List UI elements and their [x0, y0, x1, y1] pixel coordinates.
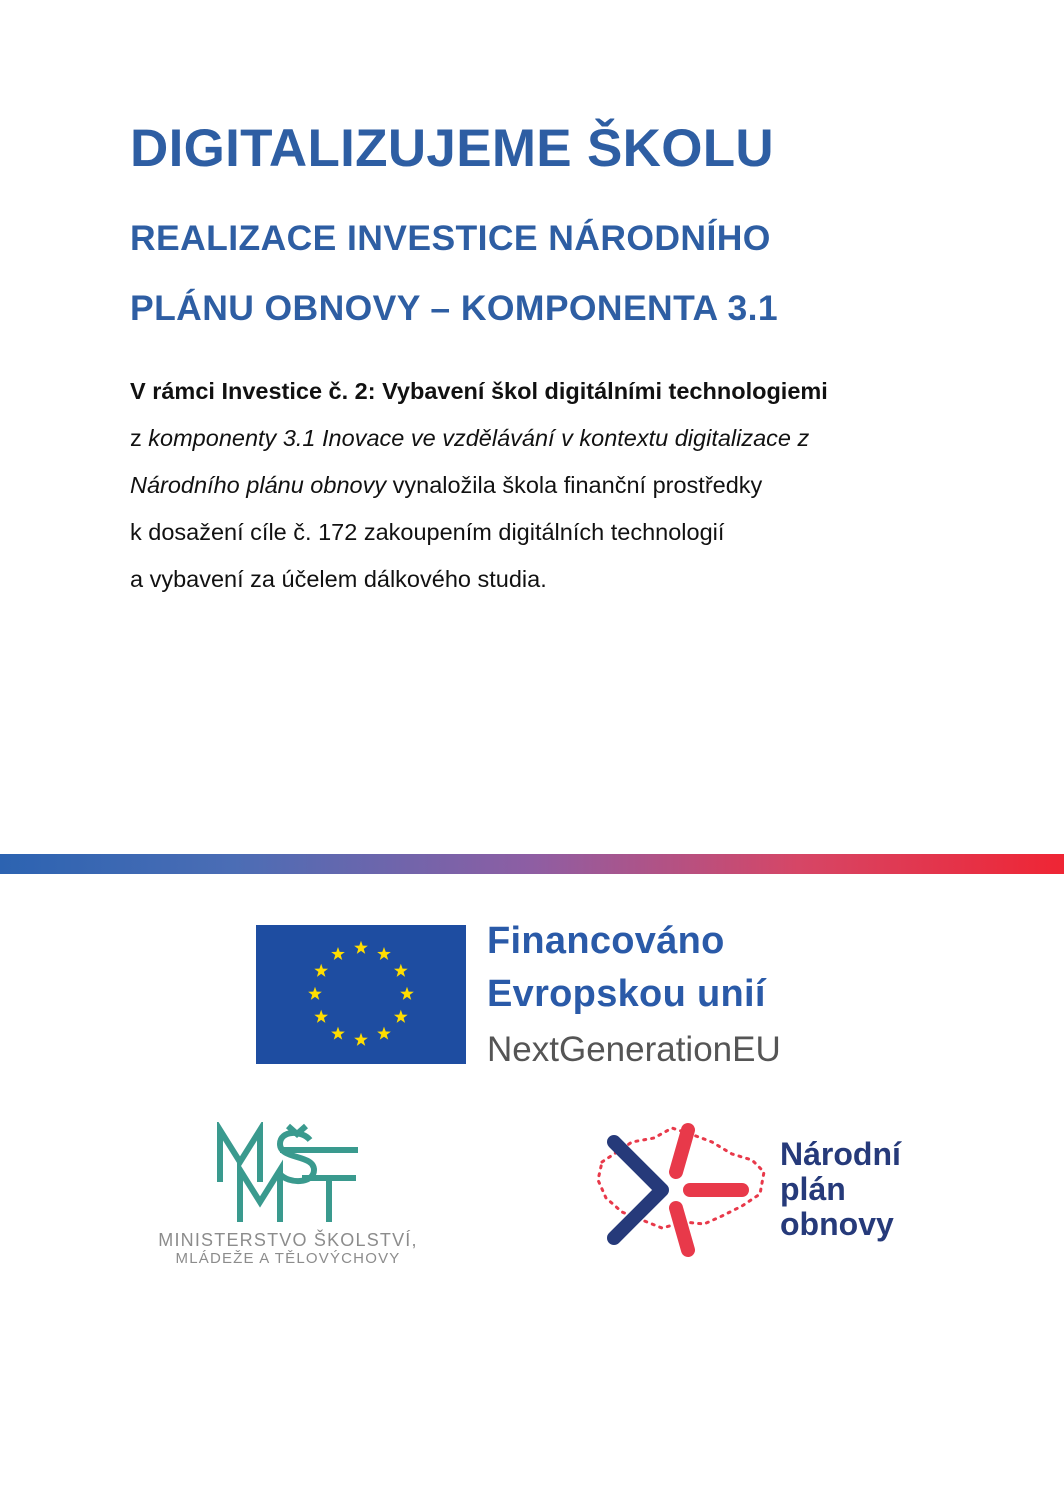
npo-logo-icon [592, 1120, 772, 1265]
eu-star-icon [331, 1027, 345, 1040]
eu-star-icon [354, 1033, 368, 1046]
eu-logo-line-3: NextGenerationEU [487, 1030, 781, 1069]
gradient-divider [0, 854, 1064, 874]
plan-name: Národního plánu obnovy [130, 472, 387, 498]
npo-logo-line-3: obnovy [780, 1206, 894, 1242]
body-line-3-rest: vynaložila škola finanční prostředky [386, 472, 763, 498]
body-line-3 [130, 472, 762, 499]
eu-logo-line-2: Evropskou unií [487, 973, 766, 1015]
investment-heading: V rámci Investice č. 2: Vybavení škol digitálními technologiemi [130, 378, 828, 404]
component-name: komponenty 3.1 Inovace ve vzdělávání v kontextu digitalizace z [148, 425, 810, 451]
eu-star-icon [377, 1027, 391, 1040]
body-line-2-prefix: z [130, 425, 149, 451]
msmt-logo-icon [210, 1122, 370, 1230]
eu-star-icon [354, 941, 368, 954]
eu-logo-line-1: Financováno [487, 920, 725, 962]
body-line-5: a vybavení za účelem dálkového studia. [130, 566, 547, 592]
eu-star-icon [394, 964, 408, 977]
eu-star-icon [331, 947, 345, 960]
npo-logo-line-2: plán [780, 1171, 846, 1207]
eu-star-icon [400, 987, 414, 1000]
msmt-name-line-2: MLÁDEŽE A TĚLOVÝCHOVY [175, 1250, 401, 1267]
page-title: DIGITALIZUJEME ŠKOLU [130, 119, 774, 178]
body-line-2 [130, 425, 809, 452]
npo-logo-line-1: Národní [780, 1136, 901, 1172]
subtitle-line-1: REALIZACE INVESTICE NÁRODNÍHO [130, 218, 771, 258]
eu-flag-icon [256, 925, 466, 1064]
eu-star-icon [377, 947, 391, 960]
eu-star-icon [308, 987, 322, 1000]
subtitle-line-2: PLÁNU OBNOVY – KOMPONENTA 3.1 [130, 288, 779, 328]
eu-star-icon [394, 1010, 408, 1023]
msmt-name-line-1: MINISTERSTVO ŠKOLSTVÍ, [158, 1230, 418, 1250]
eu-star-icon [314, 964, 328, 977]
body-line-4: k dosažení cíle č. 172 zakoupením digitálních technologií [130, 519, 725, 545]
eu-star-icon [314, 1010, 328, 1023]
